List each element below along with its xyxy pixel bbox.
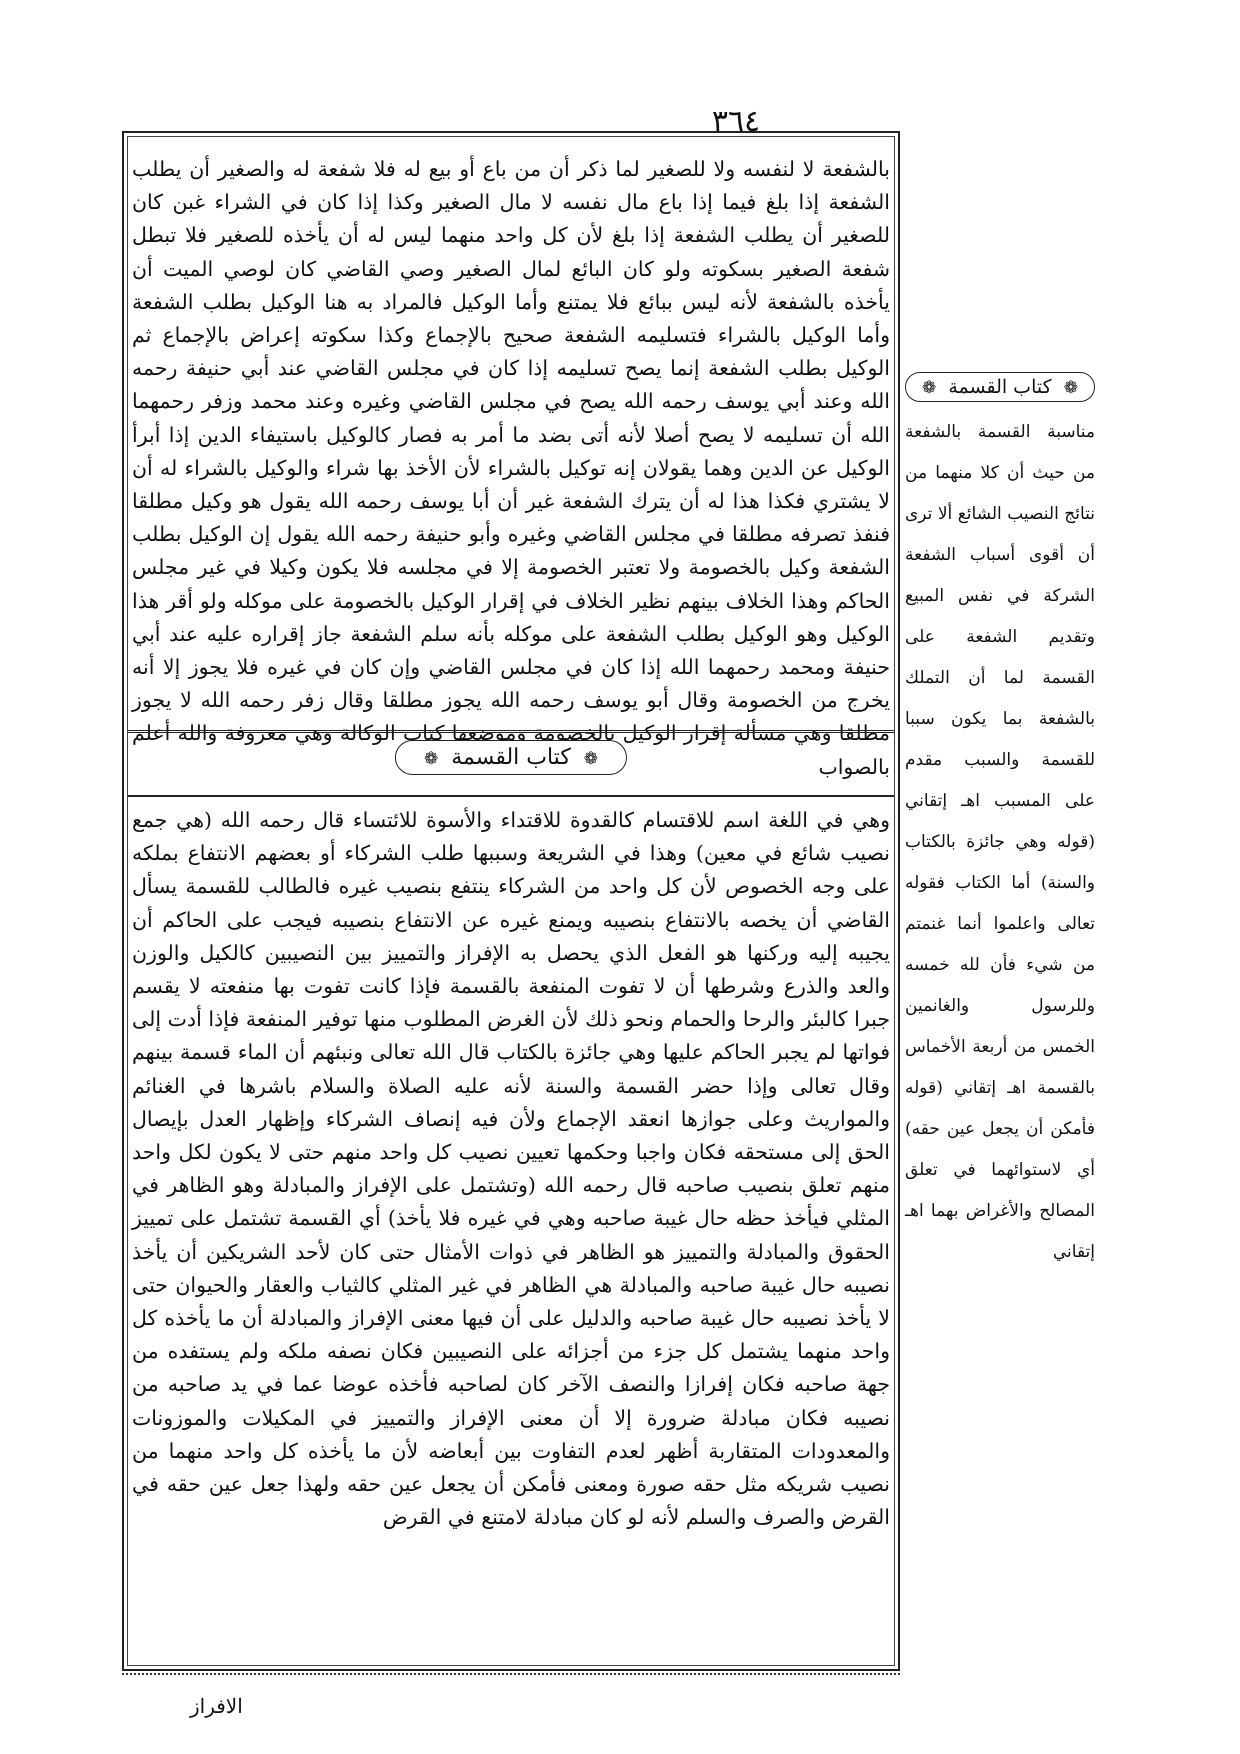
margin-note-text: مناسبة القسمة بالشفعة من حيث أن كلا منهما من نتائج النصيب الشائع ألا ترى أن أقوى أسباب الشفعة الشركة في نفس المبيع وتقديم الشفعة على القسمة لما أن التملك بالشفعة بما يكون سببا للقسمة والسبب مقدم على المسبب اهـ إتقاني (قوله وهي جائزة بالكتاب والسنة) أما الكتاب فقوله تعالى واعلموا أنما غنمتم من شيء فأن لله خمسه وللرسول والغانمين الخمس من أربعة الأخماس بالقسمة اهـ إتقاني (قوله فأمكن أن يجعل عين حقه) أي لاستوائهما في تعلق المصالح والأغراض بهما اهـ إتقاني [905,422,1095,1262]
section-title: كتاب القسمة [451,745,571,770]
bottom-rule [122,1669,900,1675]
main-text-lower: وهي في اللغة اسم للاقتسام كالقدوة للاقتداء والأسوة للائتساء قال رحمه الله (هي جمع نصيب شائع في معين) وهذا في الشريعة وسببها طلب الشركاء أو بعضهم الانتفاع بملكه على وجه الخصوص لأن كل واحد من الشركاء ينتفع بنصيب غيره فالطالب للقسمة يسأل القاضي أن يخصه بالانتفاع بنصيبه ويمنع غيره عن الانتفاع بنصيبه فيجب على الحاكم أن يجيبه إليه وركنها هو الفعل الذي يحصل به الإفراز والتمييز بين النصيبين كالكيل والوزن والعد والذرع وشرطها أن لا تفوت المنفعة بالقسمة فإذا كانت تفوت بها منفعته لا يقسم جبرا كالبئر والرحا والحمام ونحو ذلك لأن الغرض المطلوب منها توفير المنفعة فإذا أدت إلى فواتها لم يجبر الحاكم عليها وهي جائزة بالكتاب قال الله تعالى ونبئهم أن الماء قسمة بينهم وقال تعالى وإذا حضر القسمة والسنة لأنه عليه الصلاة والسلام باشرها في الغنائم والمواريث وعلى جوازها انعقد الإجماع ولأن فيه إنصاف الشركاء وإظهار العدل بإيصال الحق إلى مستحقه فكان واجبا وحكمها تعيين نصيب كل واحد منهم حتى لا يكون لكل واحد منهم تعلق بنصيب صاحبه قال رحمه الله (وتشتمل على الإفراز والمبادلة وهو الظاهر في المثلي فيأخذ حظه حال غيبة صاحبه وهي في غيره فلا يأخذ) أي القسمة تشتمل على تمييز الحقوق والمبادلة والتمييز هو الظاهر في ذوات الأمثال حتى كان لأحد الشريكين أن يأخذ نصيبه حال غيبة صاحبه والمبادلة هي الظاهر في غير المثلي كالثياب والعقار والحيوان حتى لا يأخذ نصيبه حال غيبة صاحبه والدليل على أن فيها معنى الإفراز والمبادلة أن ما يأخذه كل واحد منهما يشتمل كل جزء من أجزائه على النصيبين فكان نصفه ملكه ولم يستفده من جهة صاحبه فكان إفرازا والنصف الآخر كان لصاحبه فأخذه عوضا عما في يد صاحبه من نصيبه فكان مبادلة ضرورة إلا أن معنى الإفراز والتمييز في المكيلات والموزونات والمعدودات المتقاربة أظهر لعدم التفاوت بين أبعاضه لأن ما يأخذه كل واحد منهما من نصيب شريكه مثل حقه صورة ومعنى فأمكن أن يجعل عين حقه ولهذا جعل عين حقه في القرض والصرف والسلم لأنه لو كان مبادلة لامتنع في القرض [132,808,891,1530]
ornament-icon: ❁ [922,378,937,398]
margin-commentary [905,372,1095,1273]
catchword: الافراز [190,1694,243,1718]
main-text-frame [122,131,900,1671]
page-number: ٣٦٤ [711,104,761,139]
main-text-upper: بالشفعة لا لنفسه ولا للصغير لما ذكر أن من باع أو بيع له فلا شفعة له والصغير أن يطلب الشفعة إذا بلغ فيما إذا باع مال نفسه لا مال الصغير وكذا إذا كان في الشراء غبن كان للصغير أن يطلب الشفعة إذا بلغ لأن كل واحد منهما ليس له أن يأخذه للصغير فلا تبطل شفعة الصغير بسكوته ولو كان البائع لمال الصغير وصي القاضي كان لوصي الميت أن يأخذه بالشفعة لأنه ليس ببائع فلا يمتنع وأما الوكيل فالمراد به هنا الوكيل بطلب الشفعة وأما الوكيل بالشراء فتسليمه الشفعة صحيح بالإجماع وكذا سكوته إعراض بالإجماع ثم الوكيل بطلب الشفعة إنما يصح تسليمه إذا كان في مجلس القاضي عند أبي حنيفة رحمه الله وعند أبي يوسف رحمه الله يصح في مجلس القاضي وغيره وعند محمد وزفر رحمهما الله أن تسليمه لا يصح أصلا لأنه أتى بضد ما أمر به فصار كالوكيل باستيفاء الدين إذا أبرأ الوكيل عن الدين وهما يقولان إنه توكيل بالشراء لأن الأخذ بها شراء والوكيل بالشراء له أن لا يشتري فكذا هذا له أن يترك الشفعة غير أن أبا يوسف رحمه الله يقول هو وكيل مطلقا فنفذ تصرفه مطلقا في مجلس القاضي وغيره وأبو حنيفة رحمه الله يقول إن الوكيل بطلب الشفعة وكيل بالخصومة ولا تعتبر الخصومة إلا في مجلسه فلا يكون وكيلا في غير مجلس الحاكم وهذا الخلاف بينهم نظير الخلاف في إقرار الوكيل بالخصومة على موكله ولو أقر هذا الوكيل وهو الوكيل بطلب الشفعة على موكله بأنه سلم الشفعة جاز إقراره عليه عند أبي حنيفة ومحمد رحمهما الله إذا كان في مجلس القاضي وإن كان في غيره فلا يجوز إلا أنه يخرج من الخصومة وقال أبو يوسف رحمه الله يجوز مطلقا وقال زفر رحمه الله لا يجوز مطلقا وهي مسألة إقرار الوكيل بالخصومة وموضعها كتاب الوكالة وهي معروفة والله أعلم بالصواب [132,157,890,779]
margin-heading [905,372,1095,402]
section-title-cartouche [395,740,627,775]
ornament-icon: ❁ [583,749,599,769]
margin-heading-text: كتاب القسمة [948,376,1052,398]
section-divider [128,730,894,797]
ornament-icon: ❁ [1063,378,1078,398]
ornament-icon: ❁ [423,749,439,769]
